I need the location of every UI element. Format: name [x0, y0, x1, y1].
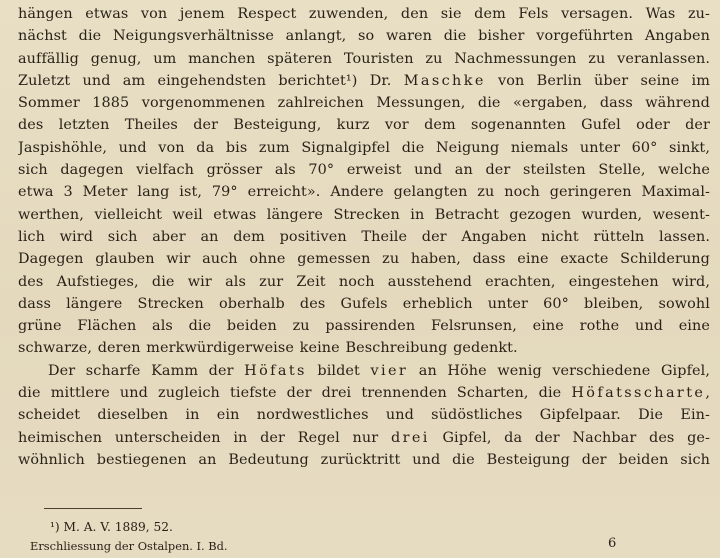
footnote: ¹) M. A. V. 1889, 52.: [50, 520, 173, 534]
text-line: heimischen unterscheiden in der Regel nur drei Gipfel, da der Nachbar des ge-: [18, 429, 710, 446]
text-line: schwarze, deren merkwürdigerweise keine Beschreibung gedenkt.: [18, 340, 518, 357]
footnote-rule: [44, 508, 142, 509]
text-line: des Aufstieges, die wir als zur Zeit noch ausstehend erachten, eingestehen wird,: [18, 273, 710, 290]
spaced-word-vier: vier: [370, 362, 409, 379]
text-line: grüne Flächen als die beiden zu passirenden Felsrunsen, eine rothe und eine: [18, 318, 710, 335]
text-line: die mittlere und zugleich tiefste der drei trennenden Scharten, die Höfatsscharte,: [18, 385, 710, 402]
spaced-name-maschke: Maschke: [403, 72, 486, 89]
text-line: Zuletzt und am eingehendsten berichtet¹) Dr. Maschke von Berlin über seine im: [18, 72, 710, 89]
text-line: sich dagegen vielfach grösser als 70° erweist und an der steilsten Stelle, welche: [18, 162, 710, 179]
text-line: scheidet dieselben in ein nordwestliches und südöstliches Gipfelpaar. Die Ein-: [18, 407, 710, 424]
text-line: nächst die Neigungsverhältnisse anlangt, so waren die bisher vorgeführten Angaben: [18, 28, 710, 45]
spaced-word-drei: drei: [390, 429, 430, 446]
text-line: lich wird sich aber an dem positiven Theile der Angaben nicht rütteln lassen.: [18, 228, 710, 245]
text-line: auffällig genug, um manchen späteren Touristen zu Nachmessungen zu veranlassen.: [18, 50, 710, 67]
text-line: wöhnlich bestiegenen an Bedeutung zurücktritt und die Besteigung der beiden sich: [18, 451, 710, 468]
text-line: werthen, vielleicht weil etwas längere Strecken in Betracht gezogen wurden, wesent-: [18, 206, 710, 223]
page-number: 6: [608, 536, 617, 551]
body-text: [18, 3, 710, 471]
spaced-word-hoefatsscharte: Höfatsscharte: [571, 385, 706, 402]
text-line: Der scharfe Kamm der Höfats bildet vier an Höhe wenig verschiedene Gipfel,: [48, 362, 710, 379]
text-line: Sommer 1885 vorgenommenen zahlreichen Messungen, die «ergaben, dass während: [18, 95, 710, 112]
text-line: des letzten Theiles der Besteigung, kurz vor dem sogenannten Gufel oder der: [18, 117, 710, 134]
series-title: Erschliessung der Ostalpen. I. Bd.: [30, 539, 228, 553]
text-line: etwa 3 Meter lang ist, 79° erreicht». Andere gelangten zu noch geringeren Maximal-: [18, 184, 710, 201]
spaced-word-hoefats: Höfats: [244, 362, 307, 379]
text-line: hängen etwas von jenem Respect zuwenden, den sie dem Fels versagen. Was zu-: [18, 6, 710, 22]
text-line: Dagegen glauben wir auch ohne gemessen zu haben, dass eine exacte Schilderung: [18, 251, 710, 268]
text-line: Jaspishöhle, und von da bis zum Signalgipfel die Neigung niemals unter 60° sinkt,: [18, 139, 710, 156]
text-line: dass längere Strecken oberhalb des Gufels erheblich unter 60° bleiben, sowohl: [18, 295, 710, 312]
